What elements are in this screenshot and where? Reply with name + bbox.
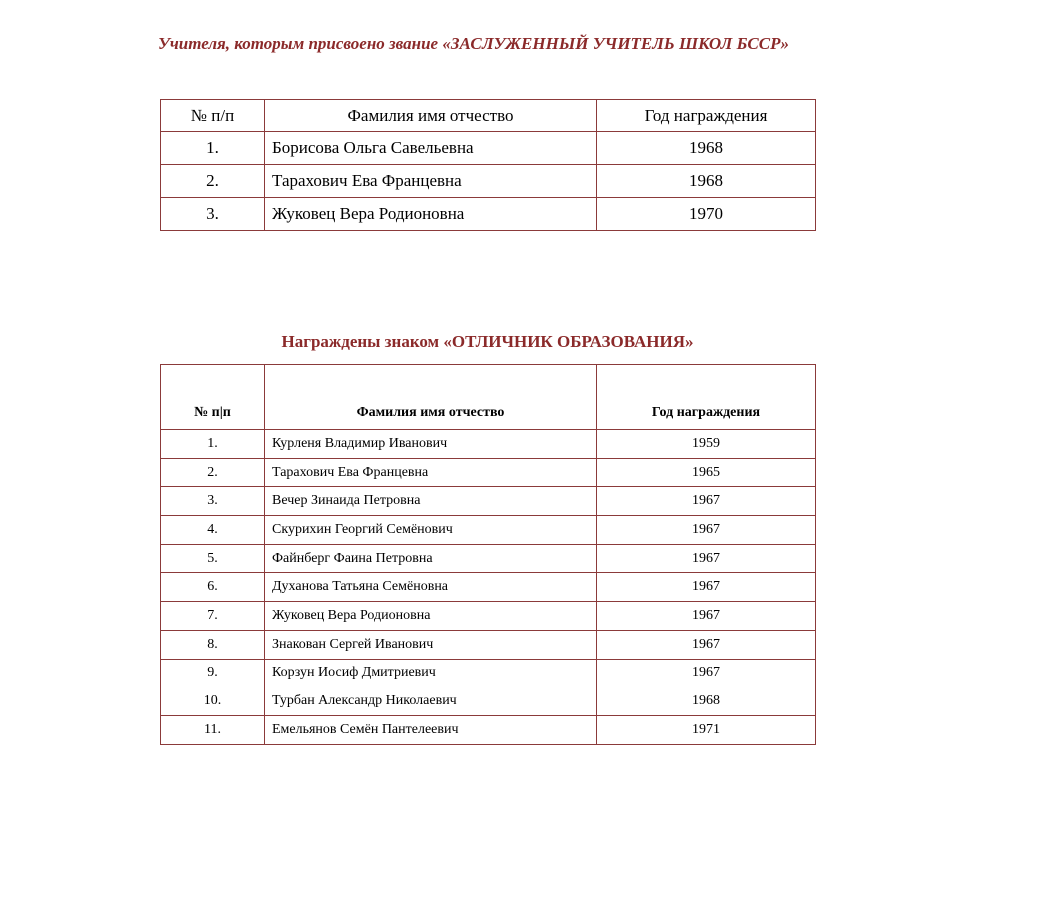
row-year: 1971 xyxy=(597,715,816,744)
column-header-name: Фамилия имя отчество xyxy=(265,365,597,430)
row-year: 1968 xyxy=(597,165,816,198)
row-number: 8. xyxy=(161,630,265,659)
row-year: 1967 xyxy=(597,573,816,602)
row-number: 9. xyxy=(161,659,265,687)
row-name: Борисова Ольга Савельевна xyxy=(265,132,597,165)
row-number: 7. xyxy=(161,602,265,631)
table-row xyxy=(161,458,816,487)
row-name: Курленя Владимир Иванович xyxy=(265,430,597,459)
table-row xyxy=(161,487,816,516)
row-name: Духанова Татьяна Семёновна xyxy=(265,573,597,602)
row-number: 2. xyxy=(161,458,265,487)
row-year: 1967 xyxy=(597,602,816,631)
row-number: 4. xyxy=(161,516,265,545)
column-header-number: № п|п xyxy=(161,365,265,430)
row-number: 1. xyxy=(161,132,265,165)
row-number: 5. xyxy=(161,544,265,573)
honored-teachers-table xyxy=(160,99,816,231)
row-name: Вечер Зинаида Петровна xyxy=(265,487,597,516)
table-row xyxy=(161,132,816,165)
row-year: 1968 xyxy=(597,687,816,715)
table-row xyxy=(161,516,816,545)
row-number: 2. xyxy=(161,165,265,198)
row-name: Тарахович Ева Францевна xyxy=(265,458,597,487)
row-year: 1959 xyxy=(597,430,816,459)
row-year: 1967 xyxy=(597,630,816,659)
row-name: Скурихин Георгий Семёнович xyxy=(265,516,597,545)
row-number: 1. xyxy=(161,430,265,459)
column-header-number: № п/п xyxy=(161,100,265,132)
table-row xyxy=(161,430,816,459)
row-name: Корзун Иосиф Дмитриевич xyxy=(265,659,597,687)
row-number: 3. xyxy=(161,487,265,516)
row-year: 1965 xyxy=(597,458,816,487)
row-year: 1967 xyxy=(597,544,816,573)
row-name: Емельянов Семён Пантелеевич xyxy=(265,715,597,744)
row-name: Турбан Александр Николаевич xyxy=(265,687,597,715)
table-row xyxy=(161,602,816,631)
row-year: 1967 xyxy=(597,659,816,687)
row-year: 1970 xyxy=(597,198,816,231)
row-number: 11. xyxy=(161,715,265,744)
row-number: 3. xyxy=(161,198,265,231)
column-header-year: Год награждения xyxy=(597,100,816,132)
section2-title: Награждены знаком «ОТЛИЧНИК ОБРАЗОВАНИЯ» xyxy=(281,332,694,351)
row-number: 6. xyxy=(161,573,265,602)
excellence-badge-table xyxy=(160,364,816,745)
table-row xyxy=(161,659,816,687)
table-row xyxy=(161,165,816,198)
table-header-row xyxy=(161,100,816,132)
row-year: 1968 xyxy=(597,132,816,165)
row-name: Файнберг Фаина Петровна xyxy=(265,544,597,573)
table-row xyxy=(161,687,816,715)
column-header-year: Год награждения xyxy=(597,365,816,430)
section1-title: Учителя, которым присвоено звание «ЗАСЛУЖЕННЫЙ УЧИТЕЛЬ ШКОЛ БССР» xyxy=(158,34,789,53)
row-number: 10. xyxy=(161,687,265,715)
row-year: 1967 xyxy=(597,487,816,516)
row-name: Знакован Сергей Иванович xyxy=(265,630,597,659)
table-row xyxy=(161,198,816,231)
table-row xyxy=(161,630,816,659)
column-header-name: Фамилия имя отчество xyxy=(265,100,597,132)
row-name: Жуковец Вера Родионовна xyxy=(265,198,597,231)
row-name: Жуковец Вера Родионовна xyxy=(265,602,597,631)
table-header-row xyxy=(161,365,816,430)
table-row xyxy=(161,544,816,573)
table-row xyxy=(161,715,816,744)
row-year: 1967 xyxy=(597,516,816,545)
table-row xyxy=(161,573,816,602)
row-name: Тарахович Ева Францевна xyxy=(265,165,597,198)
